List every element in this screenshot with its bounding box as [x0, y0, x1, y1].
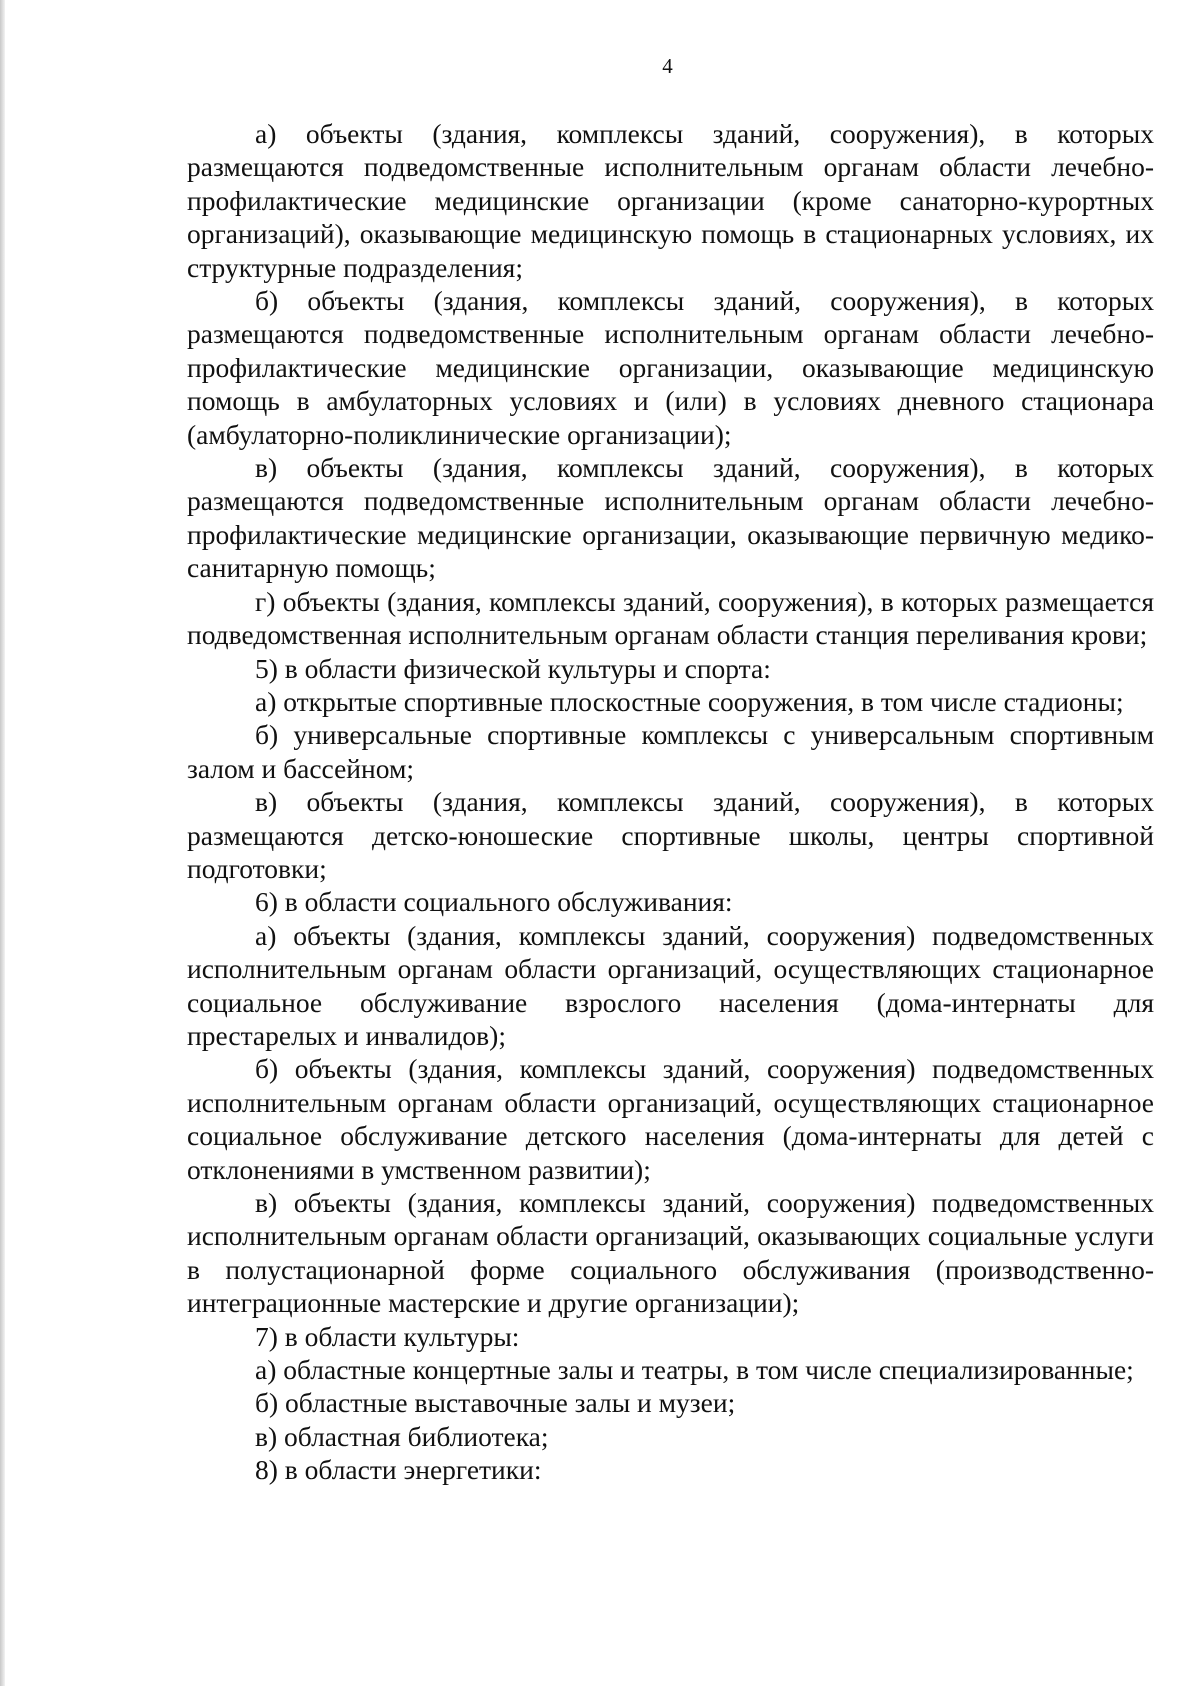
paragraph-4v-primary-care-facilities: в) объекты (здания, комплексы зданий, сооружения), в которых размещаются подведомственные исполнительным органам области лечебно-профилактические медицинские организации, оказывающие первичную медико-санитарную помощь; — [187, 452, 1154, 584]
paragraph-5v-sports-schools: в) объекты (здания, комплексы зданий, сооружения), в которых размещаются детско-юношеские спортивные школы, центры спортивной подготовки; — [187, 786, 1154, 884]
section-7-heading: 7) в области культуры: — [255, 1320, 520, 1352]
scan-edge — [0, 0, 5, 1686]
paragraph-5b-sports-complexes: б) универсальные спортивные комплексы с универсальным спортивным залом и бассейном; — [187, 719, 1154, 784]
paragraph-4g-blood-transfusion-station: г) объекты (здания, комплексы зданий, сооружения), в которых размещается подведомственная исполнительным органам области станция переливания крови; — [187, 585, 1154, 651]
paragraph-6v-semi-stationary-services: в) объекты (здания, комплексы зданий, сооружения) подведомственных исполнительным органам области организаций, оказывающих социальные услуги в полустационарной форме социального обслуживания (производственно-интеграционные мастерские и другие организации); — [187, 1187, 1154, 1319]
paragraph-5a-open-sports-facilities: а) открытые спортивные плоскостные сооружения, в том числе стадионы; — [255, 685, 1124, 717]
document-body — [187, 117, 1154, 1487]
paragraph-7v-library: в) областная библиотека; — [255, 1420, 549, 1452]
paragraph-7a-concert-halls-theatres: а) областные концертные залы и театры, в том числе специализированные; — [255, 1354, 1134, 1386]
page-number: 4 — [662, 54, 673, 78]
section-5-heading: 5) в области физической культуры и спорта: — [255, 652, 771, 684]
paragraph-6a-adult-care: а) объекты (здания, комплексы зданий, сооружения) подведомственных исполнительным органам области организаций, осуществляющих стационарное социальное обслуживание взрослого населения (дома-интернаты для престарелых и инвалидов); — [187, 919, 1154, 1051]
section-6-heading: 6) в области социального обслуживания: — [255, 886, 733, 918]
paragraph-4b-outpatient-facilities: б) объекты (здания, комплексы зданий, сооружения), в которых размещаются подведомственные исполнительным органам области лечебно-профилактические медицинские организации, оказывающие медицинскую помощь в амбулаторных условиях и (или) в условиях дневного стационара (амбулаторно-поликлинические организации); — [187, 285, 1154, 450]
paragraph-6b-child-care: б) объекты (здания, комплексы зданий, сооружения) подведомственных исполнительным органам области организаций, осуществляющих стационарное социальное обслуживание детского населения (дома-интернаты для детей с отклонениями в умственном развитии); — [187, 1053, 1154, 1185]
section-8-heading: 8) в области энергетики: — [255, 1454, 542, 1486]
paragraph-4a-inpatient-facilities: а) объекты (здания, комплексы зданий, сооружения), в которых размещаются подведомственные исполнительным органам области лечебно-профилактические медицинские организации (кроме санаторно-курортных организаций), оказывающие медицинскую помощь в стационарных условиях, их структурные подразделения; — [187, 118, 1154, 283]
paragraph-7b-exhibition-halls-museums: б) областные выставочные залы и музеи; — [255, 1387, 736, 1419]
